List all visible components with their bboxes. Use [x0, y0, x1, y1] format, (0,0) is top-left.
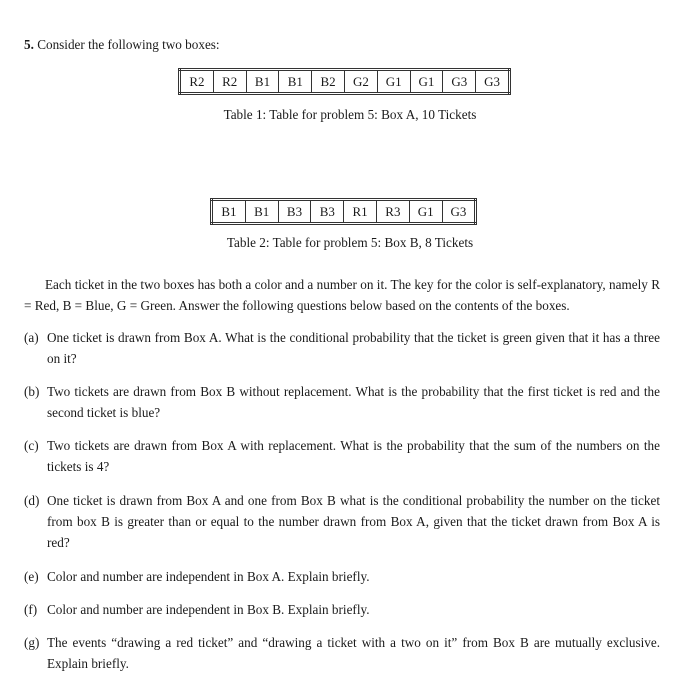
- problem-heading: [24, 37, 220, 53]
- ticket-cell: R2: [213, 70, 246, 94]
- ticket-cell: G1: [377, 70, 410, 94]
- ticket-cell: R2: [189, 73, 205, 89]
- question-text: Color and number are independent in Box A. Explain briefly.: [47, 569, 370, 584]
- ticket-cell: R1: [344, 200, 377, 224]
- question-e: [24, 566, 660, 587]
- question-text: The events “drawing a red ticket” and “drawing a ticket with a two on it” from Box B are mutually exclusive. Explain briefly.: [47, 635, 660, 671]
- question-c: [24, 435, 660, 477]
- ticket-cell: B3: [311, 200, 344, 224]
- ticket-cell: G3: [443, 70, 476, 94]
- intro-paragraph: Each ticket in the two boxes has both a color and a number on it. The key for the color is self-explanatory, namely R = Red, B = Blue, G = Green. Answer the following questions below based on the contents of the boxes.: [24, 277, 660, 313]
- ticket-cell: R3: [376, 200, 409, 224]
- ticket-cell: B3: [278, 200, 311, 224]
- question-text: Color and number are independent in Box B. Explain briefly.: [47, 602, 370, 617]
- question-text: Two tickets are drawn from Box B without replacement. What is the probability that the first ticket is red and the second ticket is blue?: [47, 384, 660, 420]
- question-label: (c): [24, 438, 39, 453]
- question-g: [24, 632, 660, 674]
- question-label: (f): [24, 602, 38, 617]
- box-a-table: [178, 68, 511, 95]
- ticket-cell: B1: [246, 70, 279, 94]
- box-b-caption: Table 2: Table for problem 5: Box B, 8 Tickets: [226, 235, 474, 250]
- ticket-cell: G1: [410, 70, 443, 94]
- question-label: (b): [24, 384, 40, 399]
- question-label: (a): [24, 330, 39, 345]
- question-text: Two tickets are drawn from Box A with replacement. What is the probability that the sum of the numbers on the tickets is 4?: [47, 438, 660, 474]
- ticket-cell: G1: [409, 200, 442, 224]
- ticket-cell: G3: [476, 70, 510, 94]
- question-f: [24, 599, 660, 620]
- question-d: [24, 490, 660, 553]
- question-b: [24, 381, 660, 423]
- ticket-cell: G3: [442, 200, 476, 224]
- box-a-row: [180, 70, 510, 94]
- problem-heading-text: Consider the following two boxes:: [37, 37, 220, 52]
- question-text: One ticket is drawn from Box A. What is the conditional probability that the ticket is green given that it has a three on it?: [47, 330, 660, 366]
- ticket-cell: G2: [344, 70, 377, 94]
- ticket-cell: B1: [245, 200, 278, 224]
- ticket-cell: B1: [221, 203, 237, 219]
- box-b-table: [210, 198, 477, 225]
- ticket-cell: B1: [279, 70, 312, 94]
- box-a-caption: Table 1: Table for problem 5: Box A, 10 Tickets: [223, 107, 477, 122]
- question-label: (e): [24, 569, 39, 584]
- problem-number: 5.: [24, 37, 34, 52]
- question-text: One ticket is drawn from Box A and one from Box B what is the conditional probability the number on the ticket from box B is greater than or equal to the number drawn from Box A, given that the ticket drawn from Box A is red?: [47, 493, 660, 550]
- question-label: (g): [24, 635, 40, 650]
- box-b-row: [212, 200, 476, 224]
- question-label: (d): [24, 493, 40, 508]
- question-a: [24, 327, 660, 369]
- ticket-cell: B2: [312, 70, 345, 94]
